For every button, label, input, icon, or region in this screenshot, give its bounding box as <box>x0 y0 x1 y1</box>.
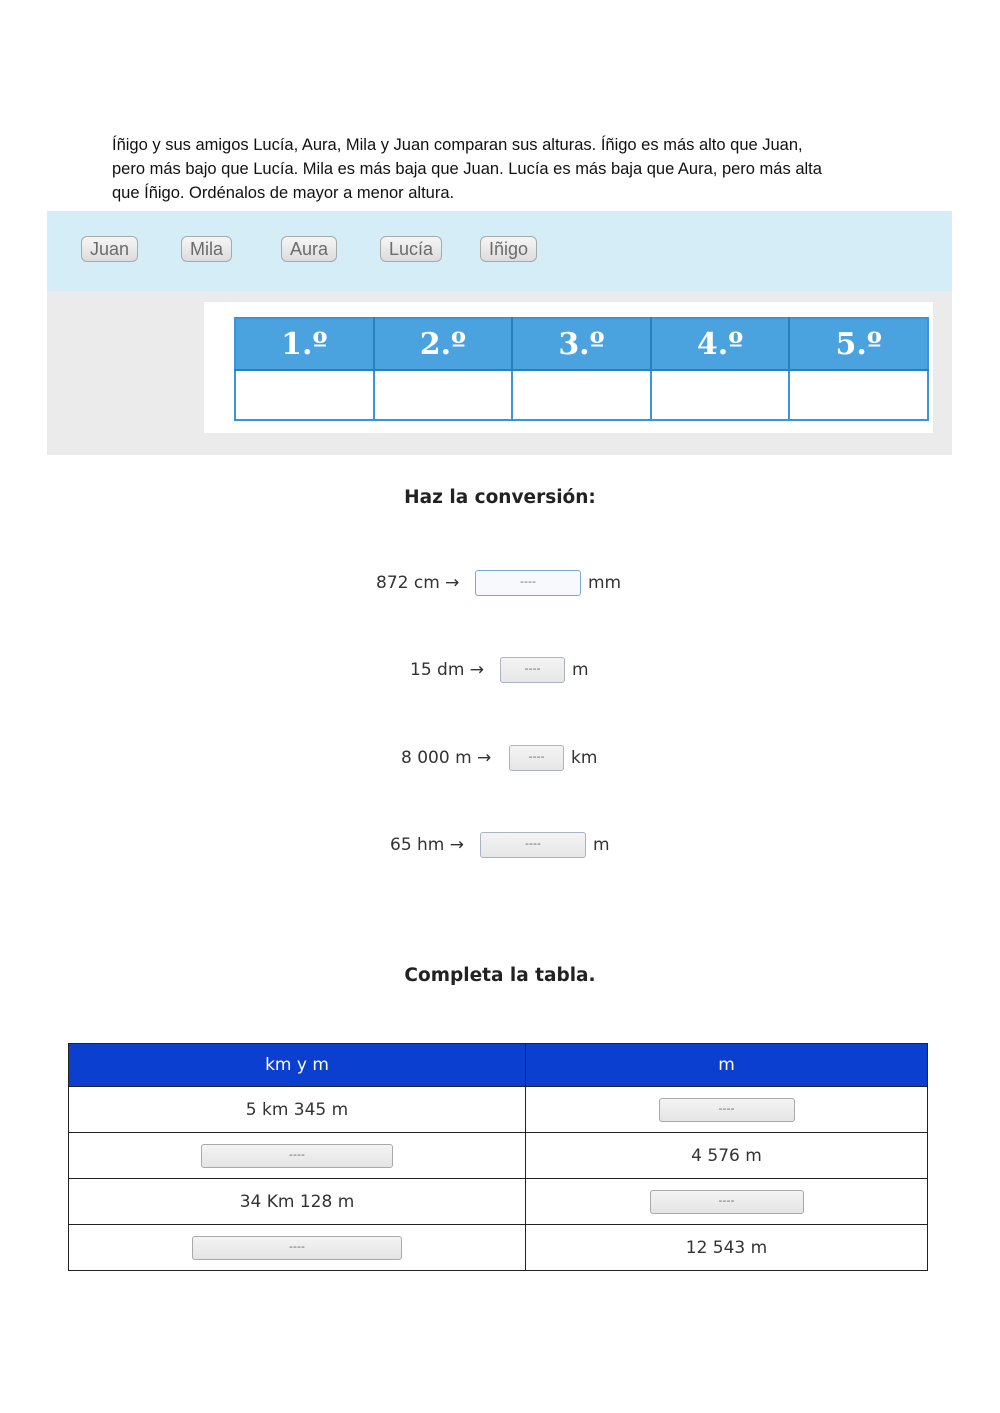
order-drop-slot-2[interactable] <box>374 370 513 420</box>
order-drop-slot-3[interactable] <box>512 370 651 420</box>
conversion-from: 65 hm → <box>390 835 465 855</box>
drag-chip-juan[interactable]: Juan <box>81 236 138 262</box>
order-header-1: 1.º <box>235 318 374 370</box>
order-table <box>234 317 929 421</box>
table-row <box>69 1179 928 1225</box>
completion-table <box>68 1043 928 1271</box>
conversion-from: 872 cm → <box>376 573 460 593</box>
table-title: Completa la tabla. <box>404 965 596 986</box>
instructions-line: que Íñigo. Ordénalos de mayor a menor altura. <box>112 184 455 202</box>
table-cell-km-m <box>69 1133 526 1179</box>
table-cell-km-m: 34 Km 128 m <box>69 1179 526 1225</box>
drag-chip-inigo[interactable]: Iñigo <box>480 236 537 262</box>
table-input[interactable]: ---- <box>650 1190 804 1214</box>
order-drop-area <box>47 291 952 455</box>
conversion-row <box>0 832 1000 860</box>
table-cell-m <box>526 1087 928 1133</box>
conversion-input-1[interactable]: ---- <box>475 570 581 596</box>
conversion-row <box>0 570 1000 598</box>
conversion-input-3[interactable]: ---- <box>509 745 564 771</box>
conversion-unit: km <box>571 748 598 768</box>
order-drop-slot-5[interactable] <box>789 370 928 420</box>
order-table-panel <box>204 302 933 433</box>
table-header-m: m <box>526 1044 928 1087</box>
conversion-input-4[interactable]: ---- <box>480 832 586 858</box>
table-header-km-m: km y m <box>69 1044 526 1087</box>
instructions-text <box>112 133 902 205</box>
conversion-from: 8 000 m → <box>401 748 492 768</box>
table-cell-m: 4 576 m <box>526 1133 928 1179</box>
table-input[interactable]: ---- <box>201 1144 393 1168</box>
order-drop-slot-4[interactable] <box>651 370 790 420</box>
drag-chip-aura[interactable]: Aura <box>281 236 337 262</box>
table-input[interactable]: ---- <box>659 1098 795 1122</box>
table-cell-m <box>526 1179 928 1225</box>
drag-chip-mila[interactable]: Mila <box>181 236 232 262</box>
conversion-title: Haz la conversión: <box>404 487 596 508</box>
table-row <box>69 1087 928 1133</box>
instructions-line: pero más bajo que Lucía. Mila es más baja que Juan. Lucía es más baja que Aura, pero más alta <box>112 160 822 178</box>
order-header-4: 4.º <box>651 318 790 370</box>
conversion-unit: m <box>593 835 610 855</box>
drag-chip-lucia[interactable]: Lucía <box>380 236 442 262</box>
table-row <box>69 1225 928 1271</box>
conversion-from: 15 dm → <box>410 660 485 680</box>
table-row <box>69 1133 928 1179</box>
conversion-input-2[interactable]: ---- <box>500 657 565 683</box>
order-header-5: 5.º <box>789 318 928 370</box>
order-drop-slot-1[interactable] <box>235 370 374 420</box>
conversion-row <box>0 657 1000 685</box>
conversion-unit: m <box>572 660 589 680</box>
table-input[interactable]: ---- <box>192 1236 402 1260</box>
drag-items-area <box>47 211 952 291</box>
order-header-3: 3.º <box>512 318 651 370</box>
instructions-line: Íñigo y sus amigos Lucía, Aura, Mila y Juan comparan sus alturas. Íñigo es más alto que Juan, <box>112 136 803 154</box>
table-cell-m: 12 543 m <box>526 1225 928 1271</box>
conversion-unit: mm <box>588 573 622 593</box>
table-cell-km-m: 5 km 345 m <box>69 1087 526 1133</box>
conversion-row <box>0 745 1000 773</box>
order-header-2: 2.º <box>374 318 513 370</box>
table-cell-km-m <box>69 1225 526 1271</box>
